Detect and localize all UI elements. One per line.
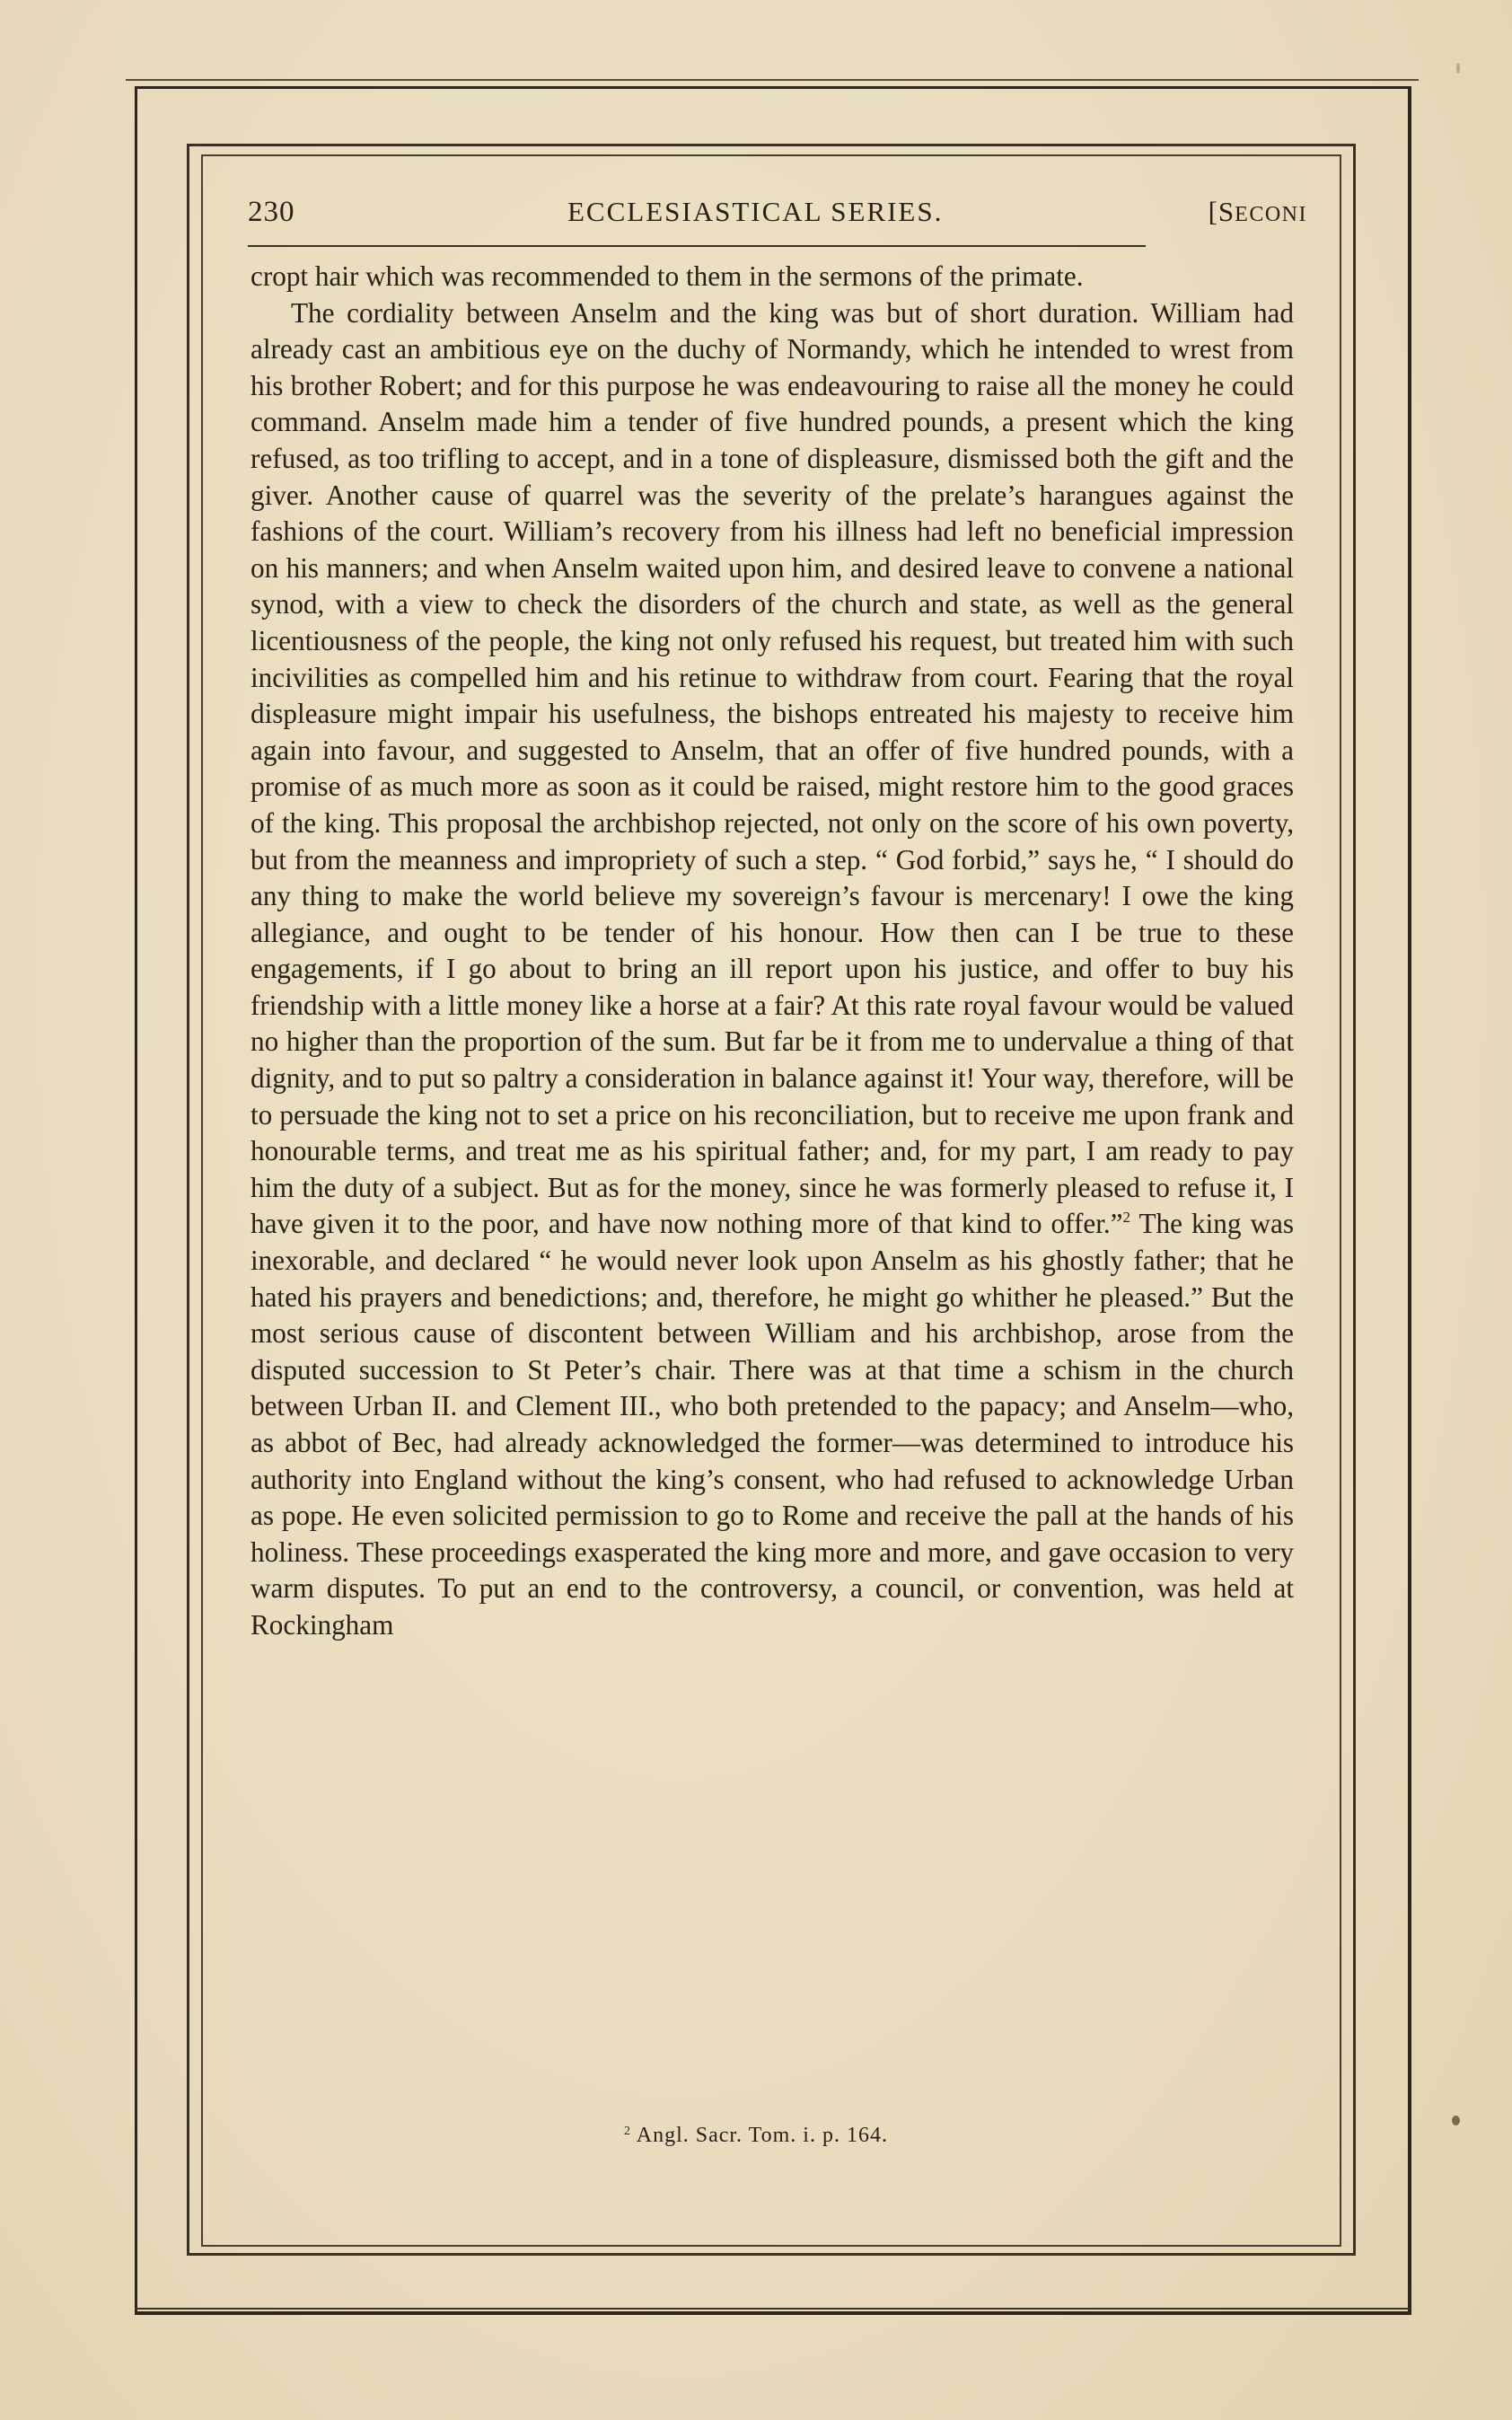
section-marker-smallcaps: ECONI bbox=[1235, 203, 1307, 226]
bottom-edge-rule bbox=[135, 2308, 1410, 2310]
footnote-reference: 2 bbox=[1122, 1209, 1131, 1227]
main-text bbox=[251, 259, 1294, 1644]
paragraph-2 bbox=[251, 295, 1294, 1644]
paragraph-1: cropt hair which was recommended to them in the sermons of the primate. bbox=[251, 260, 1084, 292]
page-number: 230 bbox=[248, 196, 295, 228]
running-title: ECCLESIASTICAL SERIES. bbox=[567, 196, 944, 227]
footnote bbox=[0, 2124, 1512, 2148]
ink-speck bbox=[1452, 2116, 1460, 2125]
footnote-marker: 2 bbox=[624, 2125, 632, 2138]
ink-speck bbox=[1456, 63, 1460, 74]
footnote-text: Angl. Sacr. Tom. i. p. 164. bbox=[636, 2124, 888, 2147]
section-marker-bracket: [S bbox=[1208, 196, 1235, 227]
header-rule bbox=[248, 245, 1146, 247]
paragraph-2-part-1: The cordiality between Anselm and the king was but of short duration. William had already cast an ambitious eye on the duchy of Normandy, which he intended to wrest from his brother Robert; and for this purpose he was endeavouring to raise all the money he could command. Anselm made him a tender of five hundred pounds, a present which the king refused, as too trifling to accept, and in a tone of displeasure, dismissed both the gift and the giver. Another cause of quarrel was the severity of the prelate’s harangues against the fashions of the court. William’s recovery from his illness had left no beneficial impression on his manners; and when Anselm waited upon him, and desired leave to convene a national synod, with a view to check the disorders of the church and state, as well as the general licentiousness of the people, the king not only refused his request, but treated him with such incivilities as compelled him and his retinue to withdraw from court. Fearing that the royal displeasure might impair his usefulness, the bishops entreated his majesty to receive him again into favour, and suggested to Anselm, that an offer of five hundred pounds, with a promise of as much more as soon as it could be raised, might restore him to the good graces of the king. This proposal the archbishop rejected, not only on the score of his own poverty, but from the meanness and impropriety of such a step. “ God forbid,” says he, “ I should do any thing to make the world believe my sovereign’s favour is mercenary! I owe the king allegiance, and ought to be tender of his honour. How then can I be true to these engagements, if I go about to bring an ill report upon his justice, and offer to buy his friendship with a little money like a horse at a fair? At this rate royal favour would be valued no higher than the proportion of the sum. But far be it from me to undervalue a thing of that dignity, and to put so paltry a consideration in balance against it! Your way, therefore, will be to persuade the king not to set a price on his reconciliation, but to receive me upon frank and honourable terms, and treat me as his spiritual father; and, for my part, I am ready to pay him the duty of a subject. But as for the money, since he was formerly pleased to refuse it, I have given it to the poor, and have now nothing more of that kind to offer.” bbox=[251, 296, 1294, 1240]
running-header bbox=[248, 196, 1307, 241]
paragraph-2-part-2: The king was inexorable, and declared “ he would never look upon Anselm as his ghostly father; that he hated his prayers and benedictions; and, therefore, he might go whither he pleased.” But the most serious cause of discontent between William and his archbishop, arose from the disputed succession to St Peter’s chair. There was at that time a schism in the church between Urban II. and Clement III., who both pretended to the papacy; and Anselm—who, as abbot of Bec, had already acknowledged the former—was determined to introduce his authority into England without the king’s consent, who had refused to acknowledge Urban as pope. He even solicited permission to go to Rome and receive the pall at the hands of his holiness. These proceedings exasperated the king more and more, and gave occasion to very warm disputes. To put an end to the controversy, a council, or convention, was held at Rockingham bbox=[251, 1208, 1294, 1641]
section-marker bbox=[1209, 196, 1307, 228]
top-edge-rule bbox=[126, 79, 1419, 81]
